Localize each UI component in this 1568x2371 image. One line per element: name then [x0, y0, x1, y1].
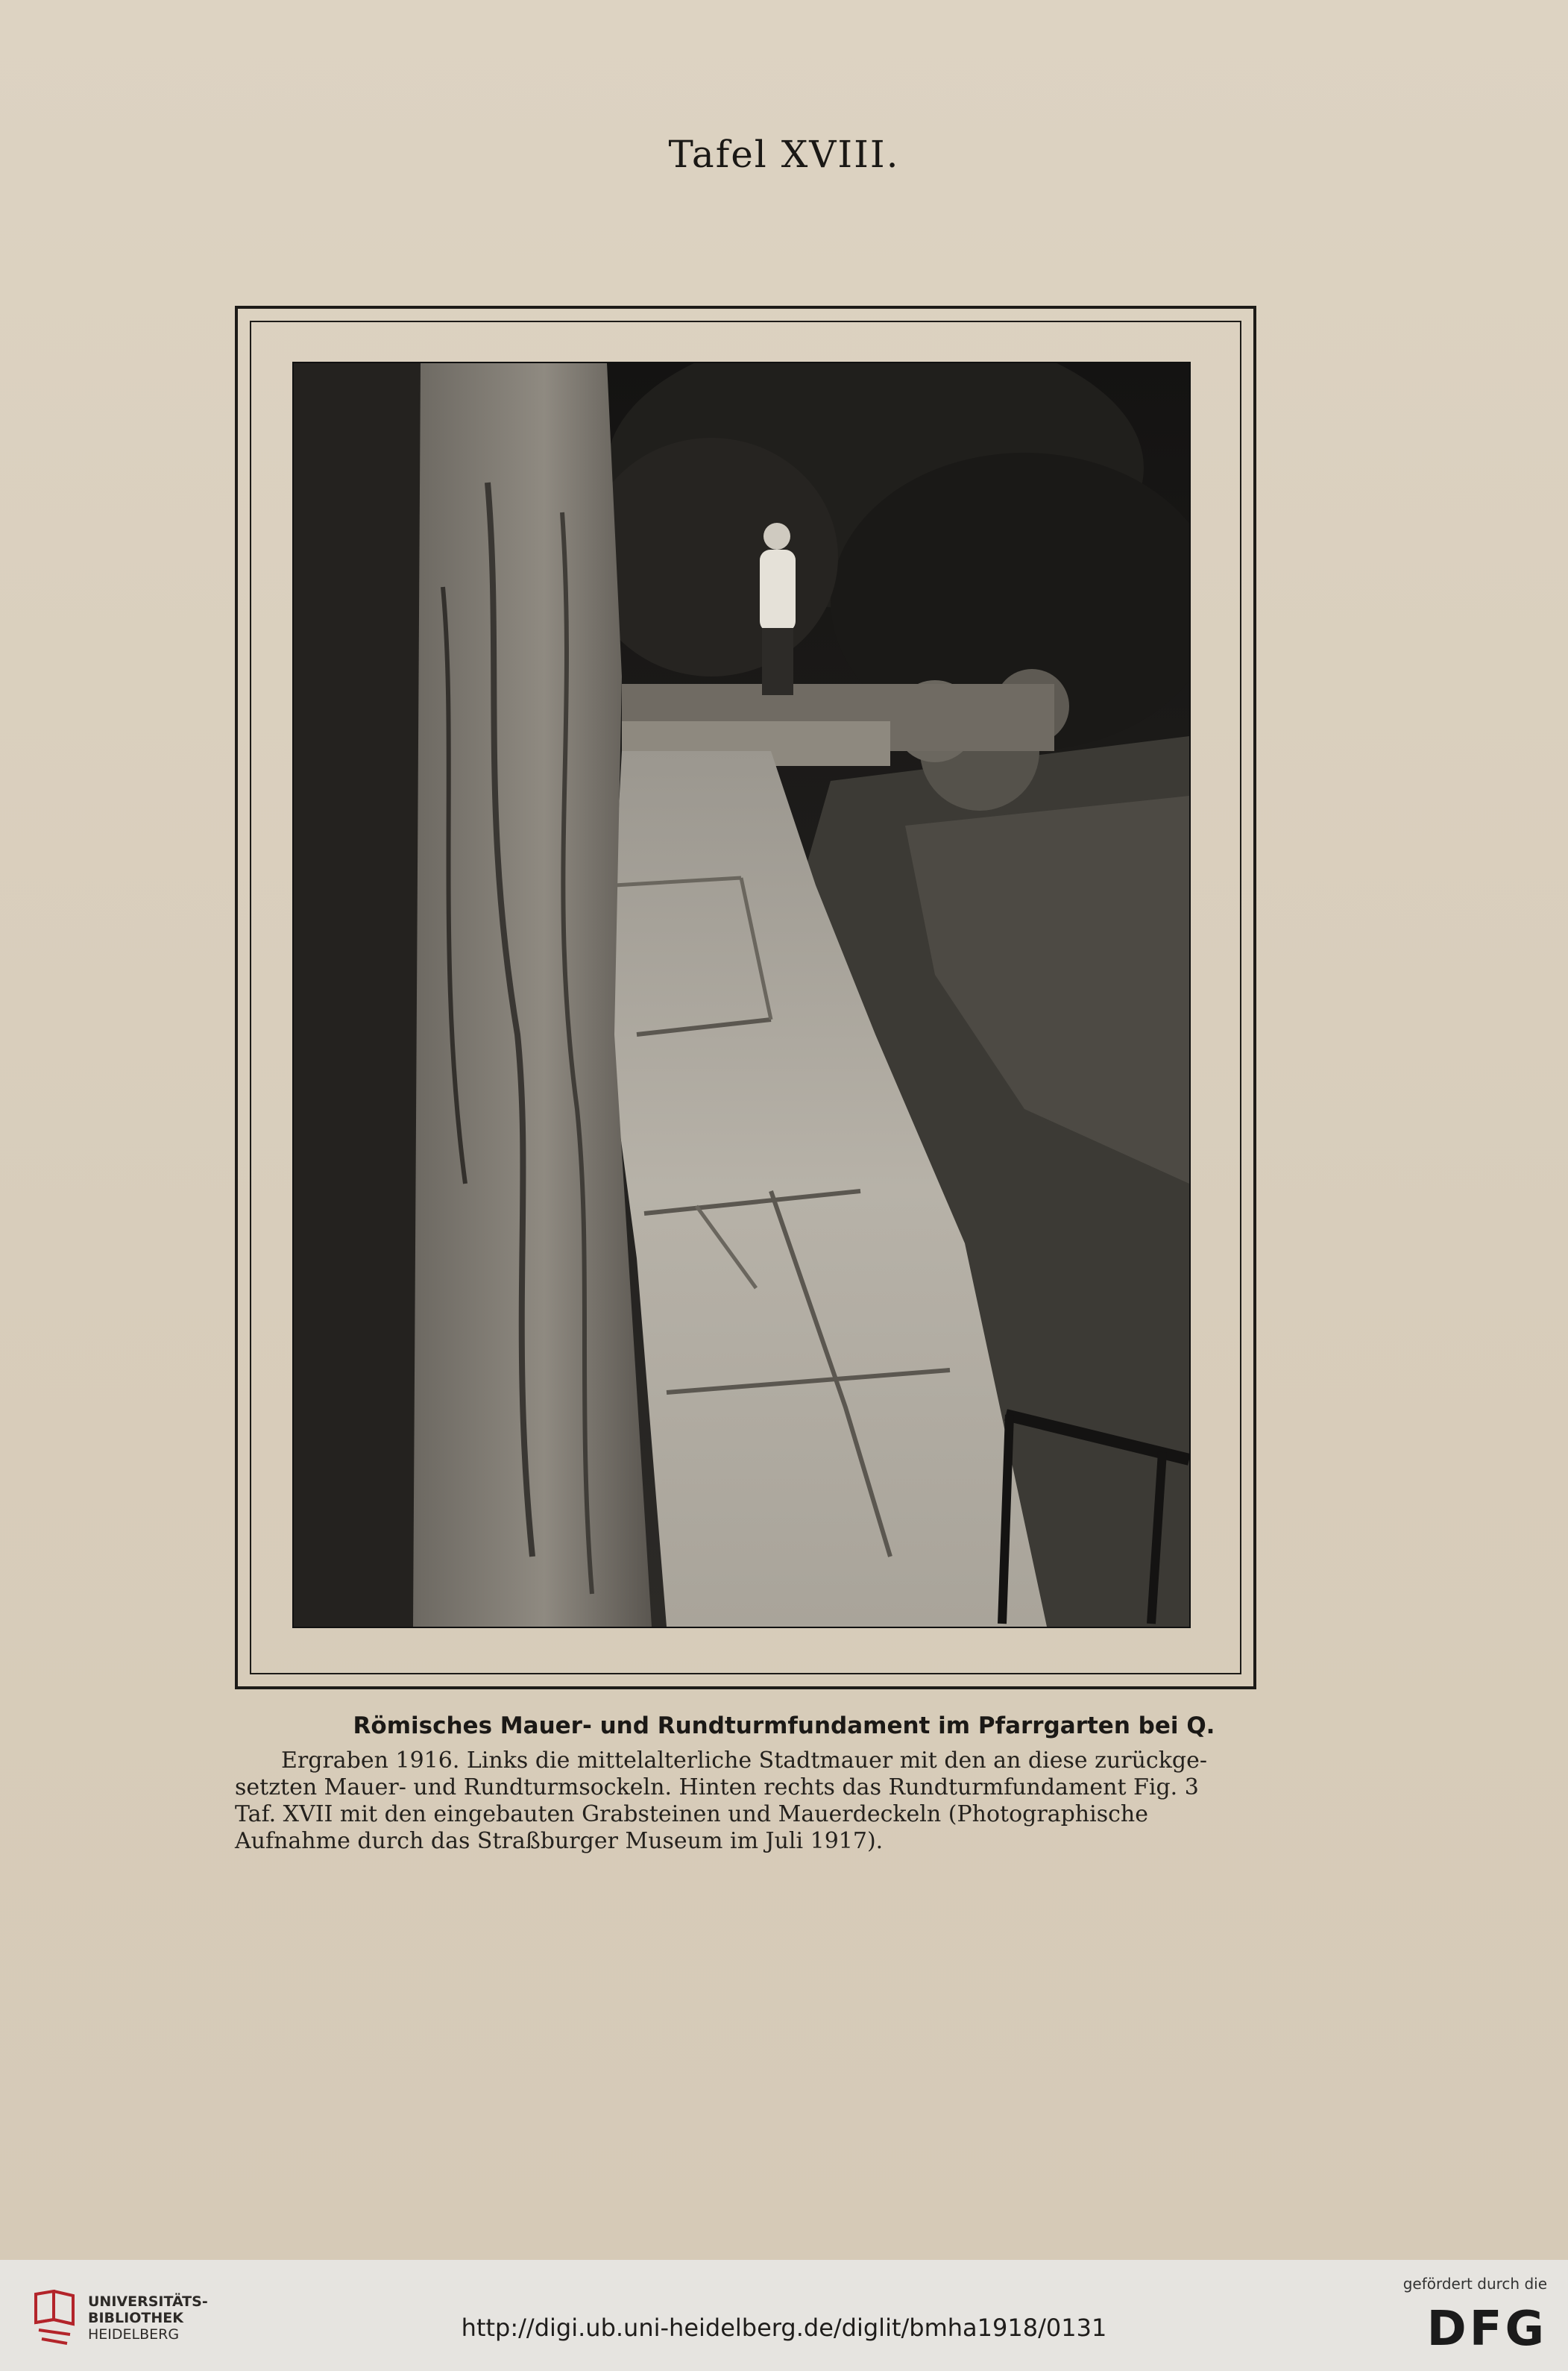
caption-line: Ergraben 1916. Links die mittelalterliche Stadtmauer mit den an diese zurückge-: [281, 1747, 1208, 1774]
caption-text: [235, 1747, 1256, 1855]
library-name-line: BIBLIOTHEK: [88, 2310, 183, 2326]
caption-title: Römisches Mauer- und Rundturmfundament im Pfarrgarten bei Q.: [353, 1712, 1215, 1739]
dfg-logo: DFG: [1426, 2302, 1547, 2357]
photograph: [292, 362, 1191, 1628]
library-name-line: HEIDELBERG: [88, 2326, 180, 2343]
library-name-line: UNIVERSITÄTS-: [88, 2293, 208, 2310]
source-url-link[interactable]: http://digi.ub.uni-heidelberg.de/diglit/bmha1918/0131: [461, 2314, 1107, 2342]
caption-line: Taf. XVII mit den eingebauten Grabsteinen und Mauerdeckeln (Photographische: [235, 1801, 1148, 1827]
photograph-roman-wall-foundation-icon: [294, 363, 1189, 1627]
caption-line: Aufnahme durch das Straßburger Museum im Juli 1917).: [235, 1828, 884, 1854]
plate-title: Tafel XVIII.: [668, 133, 900, 176]
caption-line: setzten Mauer- und Rundturmsockeln. Hinten rechts das Rundturmfundament Fig. 3: [235, 1774, 1199, 1800]
funding-label: gefördert durch die: [1402, 2275, 1547, 2293]
digitization-footer: [0, 2260, 1568, 2371]
